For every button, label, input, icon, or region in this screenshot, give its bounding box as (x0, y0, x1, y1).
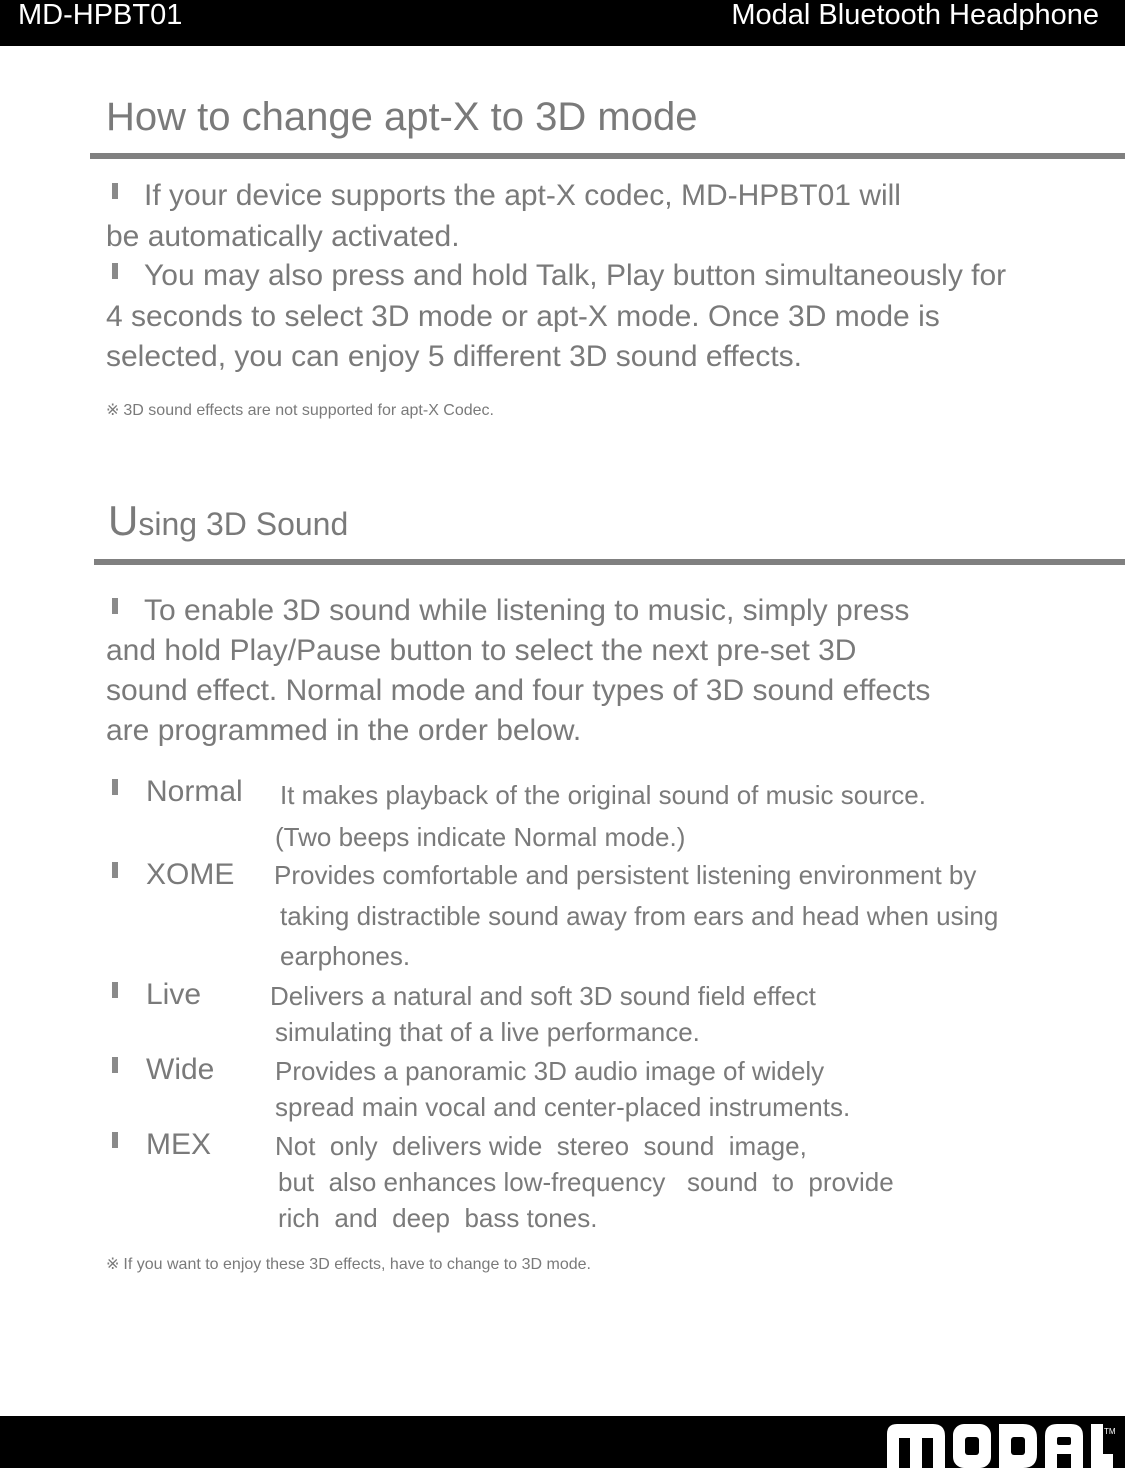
trademark: TM (1104, 1427, 1116, 1436)
bullet-icon (112, 862, 118, 878)
effect-name: XOME (106, 855, 234, 895)
bullet-icon (112, 982, 118, 998)
section1-divider (90, 153, 1125, 159)
effect-desc-line: earphones. (280, 941, 411, 971)
effect-desc-line: It makes playback of the original sound of music source. (280, 780, 926, 810)
bullet-icon (112, 1057, 118, 1073)
effect-name: Live (106, 975, 201, 1015)
note-mark: ※ (106, 1256, 120, 1273)
bullet-icon (112, 598, 118, 614)
section1-bullet2-line3: selected, you can enjoy 5 different 3D sound effects. (106, 340, 803, 373)
bullet-icon (112, 263, 118, 279)
section1-bullet2-line2: 4 seconds to select 3D mode or apt-X mode. Once 3D mode is (106, 300, 940, 333)
section2-divider (94, 559, 1125, 565)
effect-name: MEX (106, 1125, 211, 1165)
section1-bullet1-line1: If your device supports the apt-X codec, MD-HPBT01 will (106, 176, 901, 216)
note-mark: ※ (106, 402, 120, 419)
bullet-icon (112, 779, 118, 795)
section2-intro-line4: are programmed in the order below. (106, 714, 582, 747)
effect-desc-line: spread main vocal and center-placed instruments. (275, 1092, 851, 1122)
header-bar (0, 0, 1125, 46)
section2-note: ※ If you want to enjoy these 3D effects, have to change to 3D mode. (106, 1256, 591, 1273)
section1-note: ※ 3D sound effects are not supported for apt-X Codec. (106, 402, 494, 419)
effect-name: Normal (106, 772, 243, 812)
effect-desc-line: rich and deep bass tones. (278, 1203, 598, 1233)
section2-intro-line2: and hold Play/Pause button to select the next pre-set 3D (106, 634, 857, 667)
section2-title: Using 3D Sound (108, 497, 349, 544)
bullet-icon (112, 1132, 118, 1148)
footer-bar (0, 1416, 1125, 1468)
product-name: Modal Bluetooth Headphone (731, 0, 1099, 31)
effect-desc-line: but also enhances low-frequency sound to provide (278, 1167, 894, 1197)
effect-desc-line: (Two beeps indicate Normal mode.) (275, 822, 686, 852)
section2-intro-line1: To enable 3D sound while listening to music, simply press (106, 591, 909, 631)
effect-desc-line: simulating that of a live performance. (275, 1017, 700, 1047)
effect-desc-line: Not only delivers wide stereo sound image, (275, 1131, 807, 1161)
bullet-icon (112, 183, 118, 199)
effect-desc-line: Provides a panoramic 3D audio image of widely (275, 1056, 825, 1086)
effect-desc-line: taking distractible sound away from ears and head when using (280, 901, 999, 931)
effect-desc-line: Delivers a natural and soft 3D sound field effect (270, 981, 816, 1011)
section1-bullet2-line1: You may also press and hold Talk, Play button simultaneously for (106, 256, 1006, 296)
effect-desc-line: Provides comfortable and persistent listening environment by (274, 860, 977, 890)
section1-title: How to change apt-X to 3D mode (106, 95, 698, 139)
section1-bullet1-line2: be automatically activated. (106, 220, 460, 253)
modal-logo (887, 1422, 1117, 1468)
model-number: MD-HPBT01 (18, 0, 183, 31)
effect-name: Wide (106, 1050, 214, 1090)
section2-intro-line3: sound effect. Normal mode and four types of 3D sound effects (106, 674, 931, 707)
